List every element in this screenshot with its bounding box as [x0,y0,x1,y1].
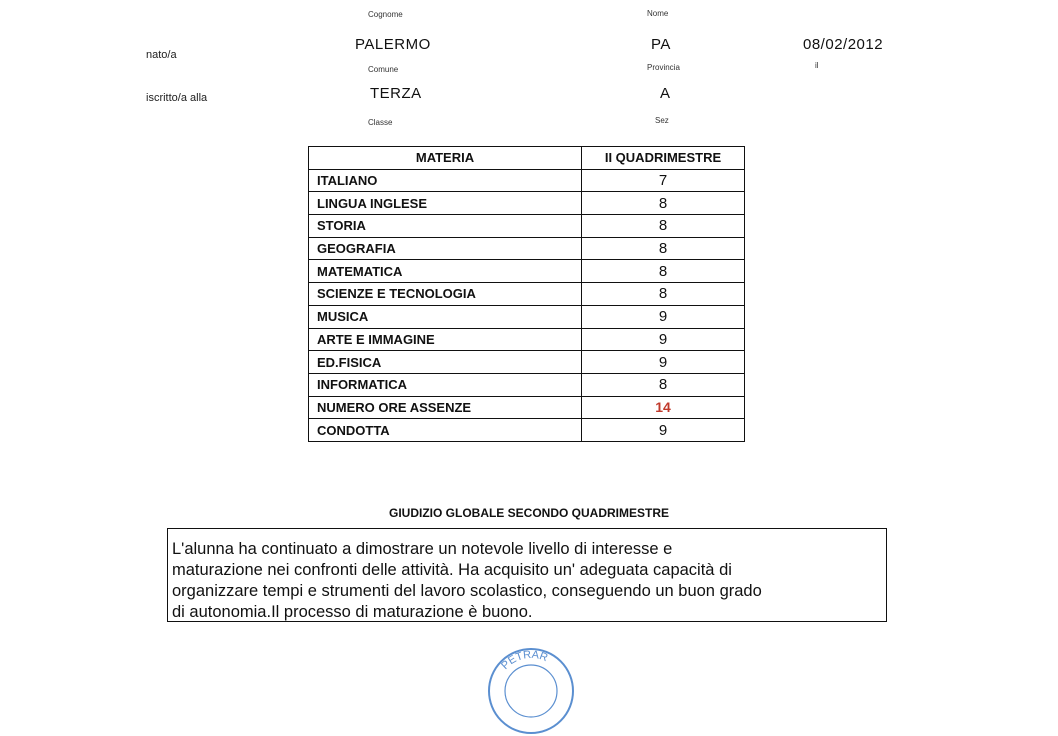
table-row [309,215,745,238]
label-provincia: Provincia [647,63,680,72]
label-comune: Comune [368,65,399,74]
table-row [309,419,745,442]
table-row [309,328,745,351]
subject-cell: LINGUA INGLESE [309,192,582,215]
table-row [309,260,745,283]
grade-cell: 8 [582,283,745,306]
grade-cell: 14 [582,396,745,419]
grade-cell: 9 [582,305,745,328]
table-row [309,169,745,192]
subject-cell: ITALIANO [309,169,582,192]
subject-cell: ED.FISICA [309,351,582,374]
giudizio-line: maturazione nei confronti delle attività. Ha acquisito un' adeguata capacità di [172,561,732,579]
subject-cell: INFORMATICA [309,373,582,396]
grade-cell: 9 [582,328,745,351]
grades-table [308,146,745,442]
label-il: il [815,61,819,70]
label-nome: Nome [647,9,669,18]
subject-cell: NUMERO ORE ASSENZE [309,396,582,419]
label-classe: Classe [368,118,393,127]
table-row [309,192,745,215]
header-quadrimestre: II QUADRIMESTRE [582,147,745,170]
subject-cell: MUSICA [309,305,582,328]
grade-cell: 8 [582,237,745,260]
table-row [309,373,745,396]
grade-cell: 9 [582,419,745,442]
table-row [309,237,745,260]
subject-cell: STORIA [309,215,582,238]
grades-body [309,169,745,441]
table-header-row [309,147,745,170]
stamp-text: PETRAR [499,648,550,672]
label-sez: Sez [655,116,669,125]
giudizio-line: di autonomia.Il processo di maturazione è buono. [172,603,533,621]
table-row [309,283,745,306]
giudizio-line: organizzare tempi e strumenti del lavoro scolastico, conseguendo un buon grado [172,582,762,600]
value-provincia: PA [651,36,671,53]
subject-cell: ARTE E IMMAGINE [309,328,582,351]
grade-cell: 8 [582,373,745,396]
table-row [309,396,745,419]
table-row [309,351,745,374]
subject-cell: MATEMATICA [309,260,582,283]
value-sezione: A [660,85,671,102]
grade-cell: 8 [582,215,745,238]
giudizio-title: GIUDIZIO GLOBALE SECONDO QUADRIMESTRE [388,506,669,520]
giudizio-box [167,528,887,622]
label-iscritto: iscritto/a alla [146,92,208,104]
header-materia: MATERIA [309,147,582,170]
grade-cell: 8 [582,192,745,215]
subject-cell: GEOGRAFIA [309,237,582,260]
value-data-nascita: 08/02/2012 [803,36,884,53]
subject-cell: SCIENZE E TECNOLOGIA [309,283,582,306]
grade-cell: 9 [582,351,745,374]
giudizio-line: L'alunna ha continuato a dimostrare un notevole livello di interesse e [172,540,673,558]
school-stamp [486,646,576,736]
grade-cell: 8 [582,260,745,283]
value-classe: TERZA [370,85,422,102]
table-row [309,305,745,328]
value-comune: PALERMO [355,36,431,53]
subject-cell: CONDOTTA [309,419,582,442]
label-nato: nato/a [146,49,177,61]
label-cognome: Cognome [368,10,403,19]
grade-cell: 7 [582,169,745,192]
